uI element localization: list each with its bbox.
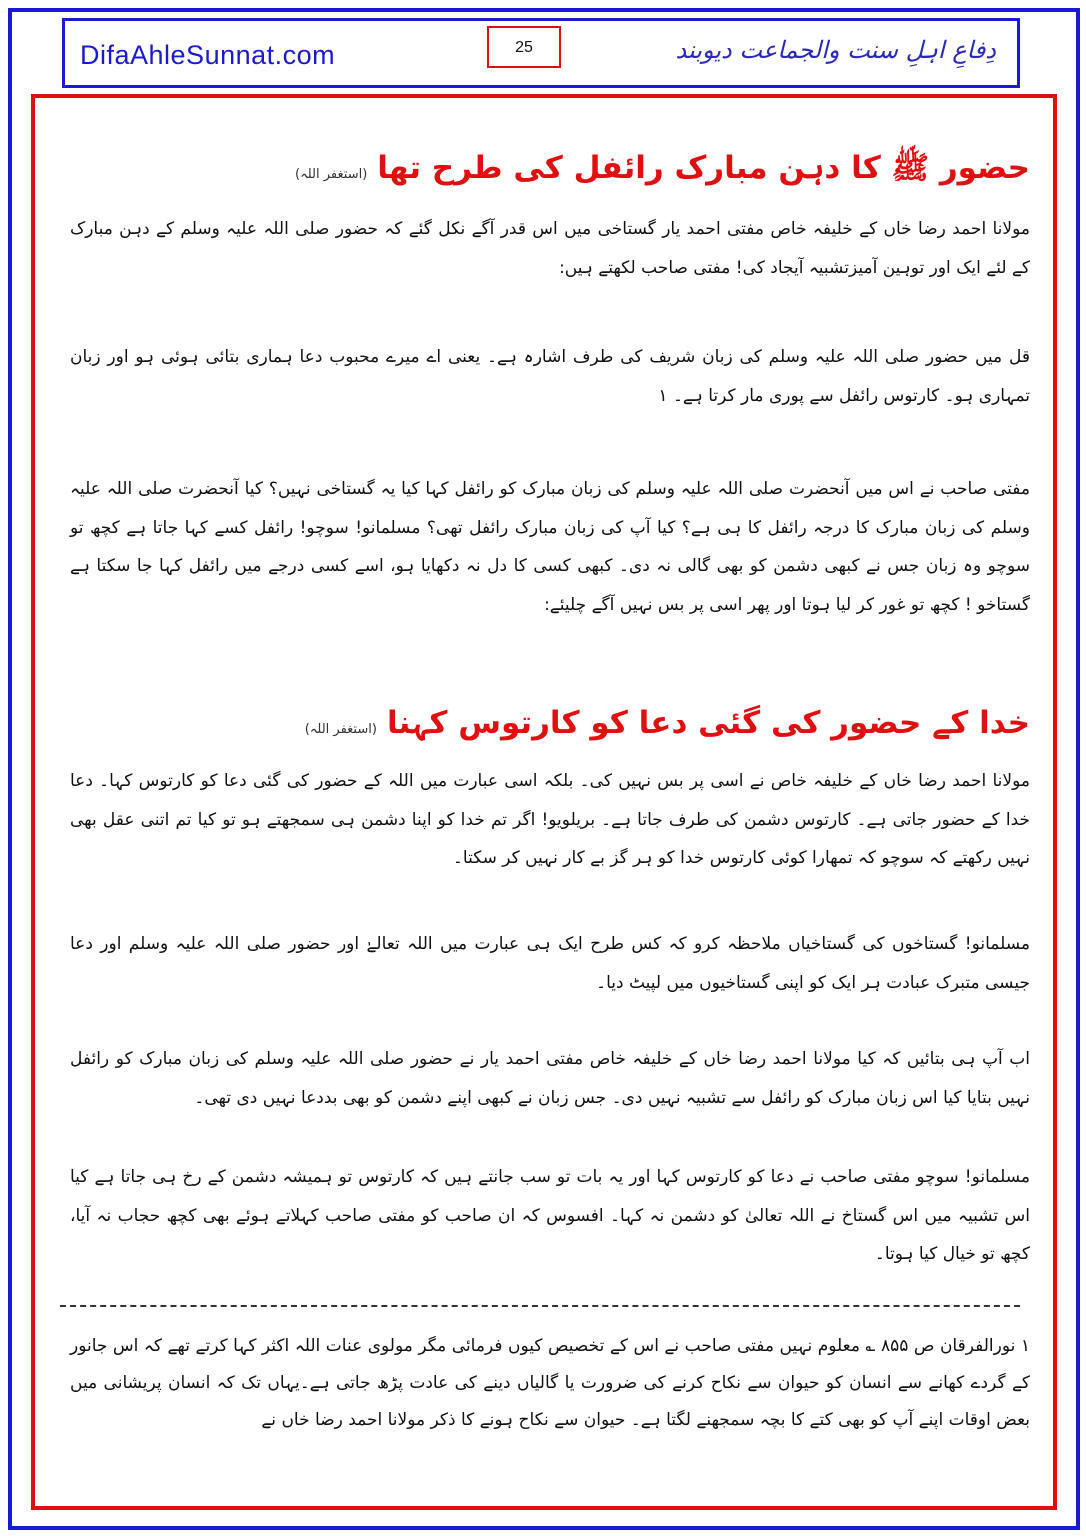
section2-para3: اب آپ ہی بتائیں کہ کیا مولانا احمد رضا خاں کے خلیفہ خاص مفتی احمد یار نے حضور صلی اللہ علیہ وسلم کی زبان مبارک کو رائفل نہیں بتایا کیا اس زبان مبارک کو رائفل سے تشبیہ نہیں دی۔ جس زبان نے کبھی اپنے دشمن کو بھی بددعا نہیں دی تھی۔ — [70, 1049, 1030, 1108]
section1-intro: مولانا احمد رضا خاں کے خلیفہ خاص مفتی احمد یار گستاخی میں اس قدر آگے نکل گئے کہ حضور صلی اللہ علیہ وسلم کے دہن مبارک کے لئے ایک اور توہین آمیزتشبیہ آیجاد کی! مفتی صاحب لکھتے ہیں: — [70, 219, 1030, 278]
section1-heading-note: (استغفر اللہ) — [295, 167, 368, 182]
section1-heading — [70, 150, 1030, 187]
section2-heading-note: (استغفر اللہ) — [304, 722, 377, 737]
footnote: ۱ نورالفرقان ص ۸۵۵ ؎ معلوم نہیں مفتی صاحب نے اس کے تخصیص کیوں فرمائی مگر مولوی عنات اللہ اکثر کہا کرتے تھے کہ اس جانور کے گردے کھانے سے انسان کو حیوان سے نکاح کرنے کی ضرورت یا گالیاں دینے کی عادت پڑھ جاتی ہے۔یہاں تک کہ انسان پریشانی میں بعض اوقات اپنے آپ کو بھی کتے کا بچہ سمجھنے لگتا ہے۔ حیوان سے نکاح ہونے کا ذکر مولانا احمد رضا خاں نے — [70, 1336, 1030, 1430]
section1-commentary: مفتی صاحب نے اس میں آنحضرت صلی اللہ علیہ وسلم کی زبان مبارک کو رائفل کہا کیا یہ گستاخی نہیں؟ کیا آنحضرت صلی اللہ علیہ وسلم کی زبان مبارک کا درجہ رائفل کا ہی ہے؟ کیا آپ کی زبان مبارک رائفل تھی؟ مسلمانو! سوچو! رائفل کسے کہا جاتا ہے کچھ تو سوچو وہ زبان جس نے کبھی دشمن کو بھی گالی نہ دی۔ کبھی کسی کا دل نہ دکھایا ہو، اسے کسی درجے میں رائفل کہا جا سکتا ہے گستاخو ! کچھ تو غور کر لیا ہوتا اور پھر اسی پر بس نہیں آگے چلیئے: — [70, 479, 1030, 615]
section2-heading — [70, 705, 1030, 742]
section1-heading-text: حضور ﷺ کا دہن مبارک رائفل کی طرح تھا — [377, 150, 1030, 186]
section2-para4: مسلمانو! سوچو مفتی صاحب نے دعا کو کارتوس کہا اور یہ بات تو سب جانتے ہیں کہ کارتوس تو ہمیشہ دشمن کے رخ ہی جاتا ہے کیا اس تشبیہ میں اس گستاخ نے اللہ تعالیٰ کو دشمن نہ کہا۔ افسوس کہ ان صاحب کو مفتی صاحب کہلاتے ہوئے بھی کچھ حجاب نہ آیا، کچھ تو خیال کیا ہوتا۔ — [70, 1167, 1030, 1264]
section2-heading-text: خدا کے حضور کی گئی دعا کو کارتوس کہنا — [386, 705, 1030, 741]
section2-para1: مولانا احمد رضا خاں کے خلیفہ خاص نے اسی پر بس نہیں کی۔ بلکہ اسی عبارت میں اللہ کے حضور کی گئی دعا کو کارتوس کہا۔ دعا خدا کے حضور جاتی ہے۔ کارتوس دشمن کی طرف جاتا ہے۔ بریلویو! اگر تم خدا کو اپنا دشمن ہی سمجھتے ہو تو کیا تم اتنی عقل بھی نہیں رکھتے کہ سوچو کہ تمھارا کوئی کارتوس خدا کو ہر گز بے کار نہیں کر سکتا۔ — [70, 771, 1030, 868]
section1-quote: قل میں حضور صلی اللہ علیہ وسلم کی زبان شریف کی طرف اشارہ ہے۔ یعنی اے میرے محبوب دعا ہماری بتائی ہوئی ہو اور زبان تمہاری ہو۔ کارتوس رائفل سے پوری مار کرتا ہے۔ ۱ — [70, 347, 1030, 406]
book-title: دِفاعِ اہلِ سنت والجماعت دیوبند — [675, 36, 996, 64]
footnote-divider — [60, 1305, 1020, 1307]
site-name[interactable]: DifaAhleSunnat.com — [80, 40, 336, 70]
section2-para2: مسلمانو! گستاخوں کی گستاخیاں ملاحظہ کرو کہ کس طرح ایک ہی عبارت میں اللہ تعالےٰ اور حضور صلی اللہ علیہ وسلم اور دعا جیسی متبرک عبادت ہر ایک کو اپنی گستاخیوں میں لپیٹ دیا۔ — [70, 934, 1030, 993]
page-number: 25 — [487, 26, 561, 68]
